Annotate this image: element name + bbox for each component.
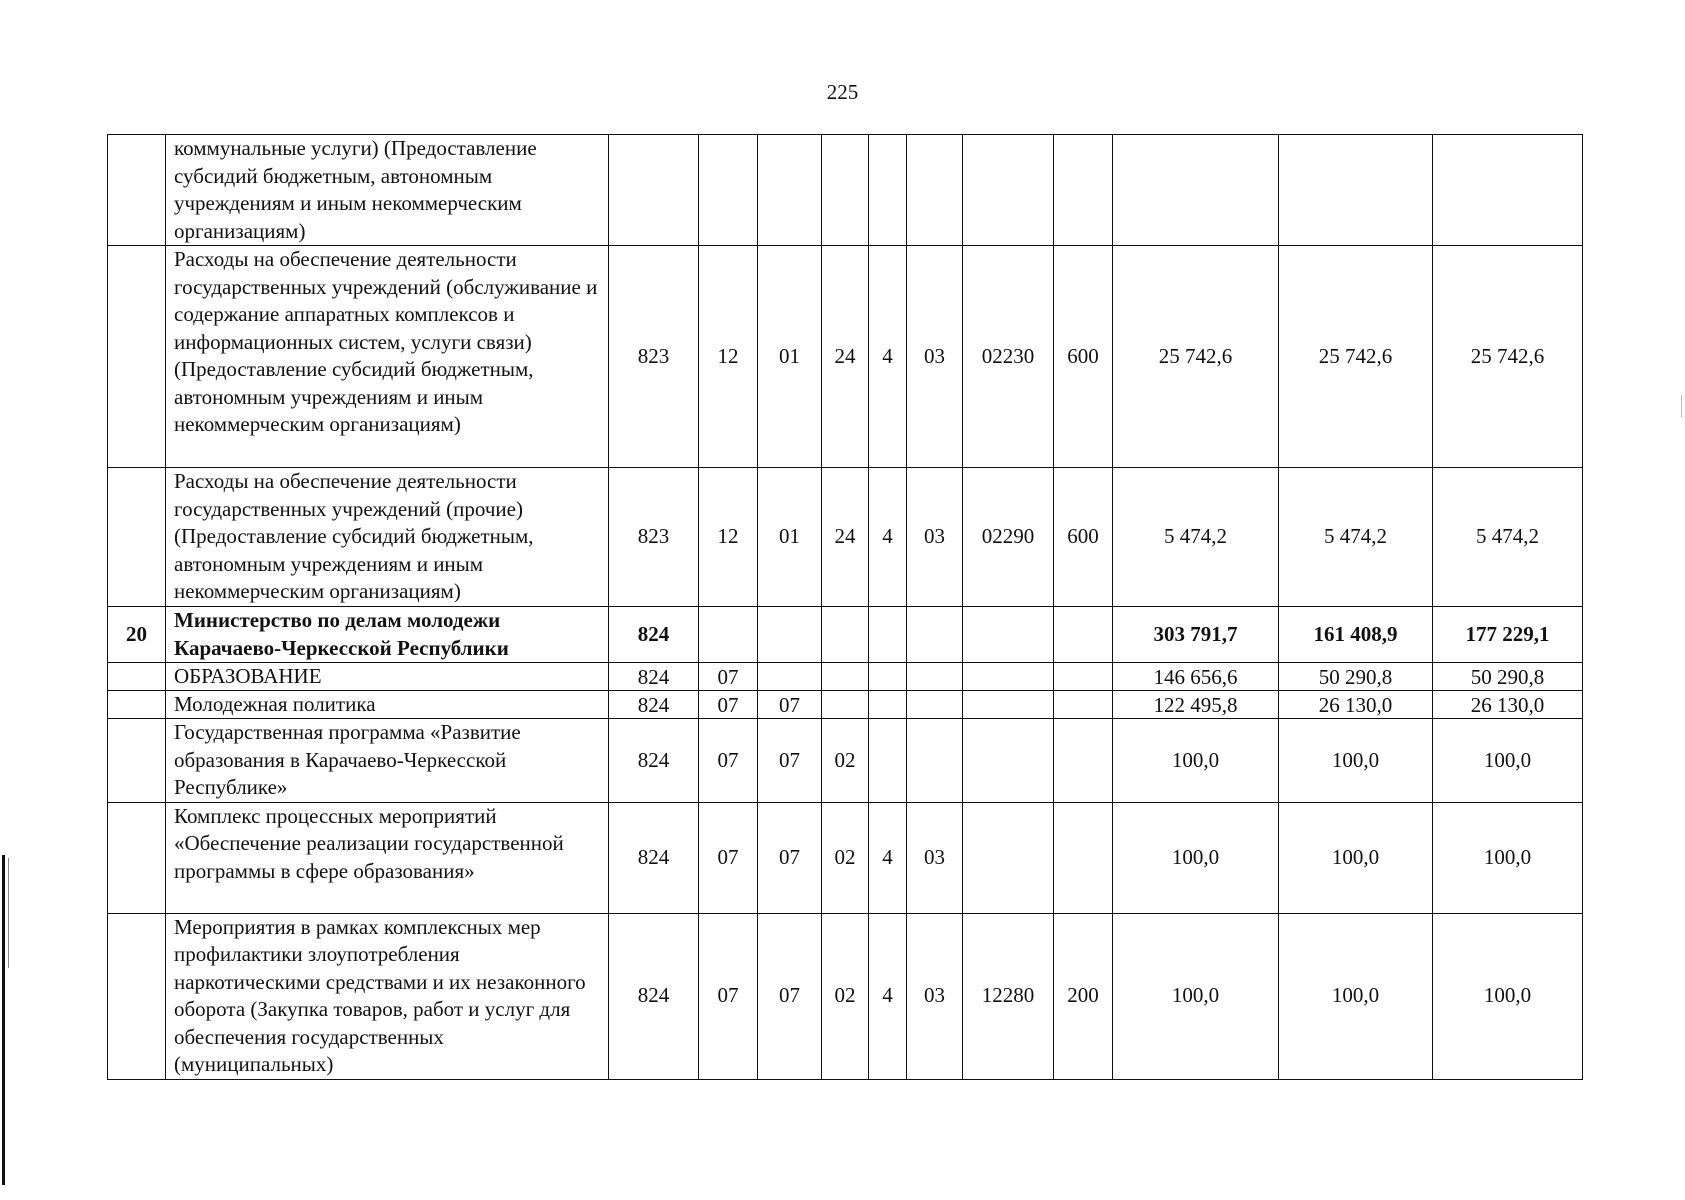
code-complex (907, 663, 963, 691)
code-subsection: 01 (758, 246, 822, 468)
scan-margin-line (2, 855, 5, 1185)
code-type: 4 (869, 468, 907, 607)
code-direction (963, 802, 1054, 913)
amount-1: 100,0 (1113, 802, 1279, 913)
code-complex: 03 (907, 913, 963, 1079)
code-program: 24 (822, 246, 869, 468)
row-number (108, 135, 166, 246)
code-section: 07 (699, 719, 758, 803)
code-ministry: 823 (609, 468, 699, 607)
code-subsection: 07 (758, 802, 822, 913)
code-subsection (758, 607, 822, 663)
table-row (108, 607, 1583, 663)
table-row (108, 802, 1583, 913)
code-subsection: 07 (758, 691, 822, 719)
row-name: Расходы на обеспечение деятельности государственных учреждений (обслуживание и содержание аппаратных комплексов и информационных систем, услуги связи) (Предоставление субсидий бюджетным, автономным учреждениям и иным некоммерческим организациям) (166, 246, 609, 468)
code-direction (963, 691, 1054, 719)
code-direction: 02290 (963, 468, 1054, 607)
code-program: 02 (822, 719, 869, 803)
table-row (108, 468, 1583, 607)
code-subsection: 07 (758, 719, 822, 803)
code-expense-type: 600 (1054, 468, 1113, 607)
code-direction: 12280 (963, 913, 1054, 1079)
row-name: Расходы на обеспечение деятельности государственных учреждений (прочие) (Предоставление субсидий бюджетным, автономным учреждениям и иным некоммерческим организациям) (166, 468, 609, 607)
row-name: Министерство по делам молодежи Карачаево-Черкесской Республики (166, 607, 609, 663)
code-program (822, 607, 869, 663)
amount-3: 100,0 (1433, 913, 1583, 1079)
code-type (869, 663, 907, 691)
code-expense-type (1054, 663, 1113, 691)
table-row (108, 719, 1583, 803)
amount-1: 146 656,6 (1113, 663, 1279, 691)
code-subsection: 07 (758, 913, 822, 1079)
row-name: ОБРАЗОВАНИЕ (166, 663, 609, 691)
amount-3: 50 290,8 (1433, 663, 1583, 691)
amount-2 (1279, 135, 1433, 246)
code-ministry: 824 (609, 607, 699, 663)
code-program: 02 (822, 913, 869, 1079)
code-expense-type (1054, 802, 1113, 913)
code-type (869, 135, 907, 246)
code-program (822, 663, 869, 691)
amount-3: 100,0 (1433, 802, 1583, 913)
amount-1: 122 495,8 (1113, 691, 1279, 719)
amount-2: 50 290,8 (1279, 663, 1433, 691)
code-type: 4 (869, 802, 907, 913)
code-expense-type (1054, 691, 1113, 719)
row-name: Государственная программа «Развитие образования в Карачаево-Черкесской Республике» (166, 719, 609, 803)
code-complex (907, 691, 963, 719)
amount-2: 5 474,2 (1279, 468, 1433, 607)
code-expense-type (1054, 719, 1113, 803)
code-complex: 03 (907, 468, 963, 607)
code-subsection (758, 135, 822, 246)
scan-margin-tick (8, 858, 9, 968)
amount-3 (1433, 135, 1583, 246)
code-ministry: 824 (609, 719, 699, 803)
code-type: 4 (869, 246, 907, 468)
amount-2: 100,0 (1279, 802, 1433, 913)
row-name: Комплекс процессных мероприятий «Обеспечение реализации государственной программы в сфере образования» (166, 802, 609, 913)
code-complex (907, 719, 963, 803)
code-section: 07 (699, 663, 758, 691)
code-direction (963, 719, 1054, 803)
code-ministry: 824 (609, 913, 699, 1079)
code-section (699, 607, 758, 663)
code-program (822, 135, 869, 246)
code-section: 12 (699, 246, 758, 468)
code-expense-type (1054, 607, 1113, 663)
code-ministry: 824 (609, 663, 699, 691)
amount-2: 161 408,9 (1279, 607, 1433, 663)
code-section: 07 (699, 802, 758, 913)
code-ministry: 824 (609, 691, 699, 719)
amount-2: 100,0 (1279, 719, 1433, 803)
amount-1 (1113, 135, 1279, 246)
code-expense-type: 200 (1054, 913, 1113, 1079)
code-section: 12 (699, 468, 758, 607)
code-direction: 02230 (963, 246, 1054, 468)
amount-1: 100,0 (1113, 719, 1279, 803)
table-row (108, 913, 1583, 1079)
code-section: 07 (699, 691, 758, 719)
amount-2: 100,0 (1279, 913, 1433, 1079)
amount-3: 5 474,2 (1433, 468, 1583, 607)
amount-2: 26 130,0 (1279, 691, 1433, 719)
row-number (108, 802, 166, 913)
row-number (108, 719, 166, 803)
table-row (108, 663, 1583, 691)
page-number: 225 (826, 80, 859, 104)
code-direction (963, 607, 1054, 663)
amount-2: 25 742,6 (1279, 246, 1433, 468)
amount-1: 5 474,2 (1113, 468, 1279, 607)
code-program: 02 (822, 802, 869, 913)
amount-1: 303 791,7 (1113, 607, 1279, 663)
row-name: Молодежная политика (166, 691, 609, 719)
row-number (108, 246, 166, 468)
code-ministry (609, 135, 699, 246)
scan-edge-mark (1681, 395, 1682, 417)
code-type (869, 607, 907, 663)
code-expense-type (1054, 135, 1113, 246)
code-complex: 03 (907, 802, 963, 913)
code-direction (963, 135, 1054, 246)
row-number (108, 468, 166, 607)
code-section: 07 (699, 913, 758, 1079)
code-subsection (758, 663, 822, 691)
code-subsection: 01 (758, 468, 822, 607)
amount-1: 25 742,6 (1113, 246, 1279, 468)
code-complex (907, 607, 963, 663)
code-direction (963, 663, 1054, 691)
amount-1: 100,0 (1113, 913, 1279, 1079)
budget-table (107, 134, 1583, 1080)
code-ministry: 823 (609, 246, 699, 468)
code-type: 4 (869, 913, 907, 1079)
amount-3: 26 130,0 (1433, 691, 1583, 719)
row-name: Мероприятия в рамках комплексных мер профилактики злоупотребления наркотическими средствами и их незаконного оборота (Закупка товаров, работ и услуг для обеспечения государственных (муниципальных) (166, 913, 609, 1079)
row-number (108, 663, 166, 691)
table-row (108, 691, 1583, 719)
row-name: коммунальные услуги) (Предоставление субсидий бюджетным, автономным учреждениям и иным некоммерческим организациям) (166, 135, 609, 246)
code-section (699, 135, 758, 246)
code-program (822, 691, 869, 719)
code-complex: 03 (907, 246, 963, 468)
row-number: 20 (108, 607, 166, 663)
row-number (108, 913, 166, 1079)
code-type (869, 691, 907, 719)
amount-3: 177 229,1 (1433, 607, 1583, 663)
code-expense-type: 600 (1054, 246, 1113, 468)
code-type (869, 719, 907, 803)
code-complex (907, 135, 963, 246)
table-row (108, 246, 1583, 468)
table-row (108, 135, 1583, 246)
row-number (108, 691, 166, 719)
amount-3: 100,0 (1433, 719, 1583, 803)
code-ministry: 824 (609, 802, 699, 913)
code-program: 24 (822, 468, 869, 607)
amount-3: 25 742,6 (1433, 246, 1583, 468)
